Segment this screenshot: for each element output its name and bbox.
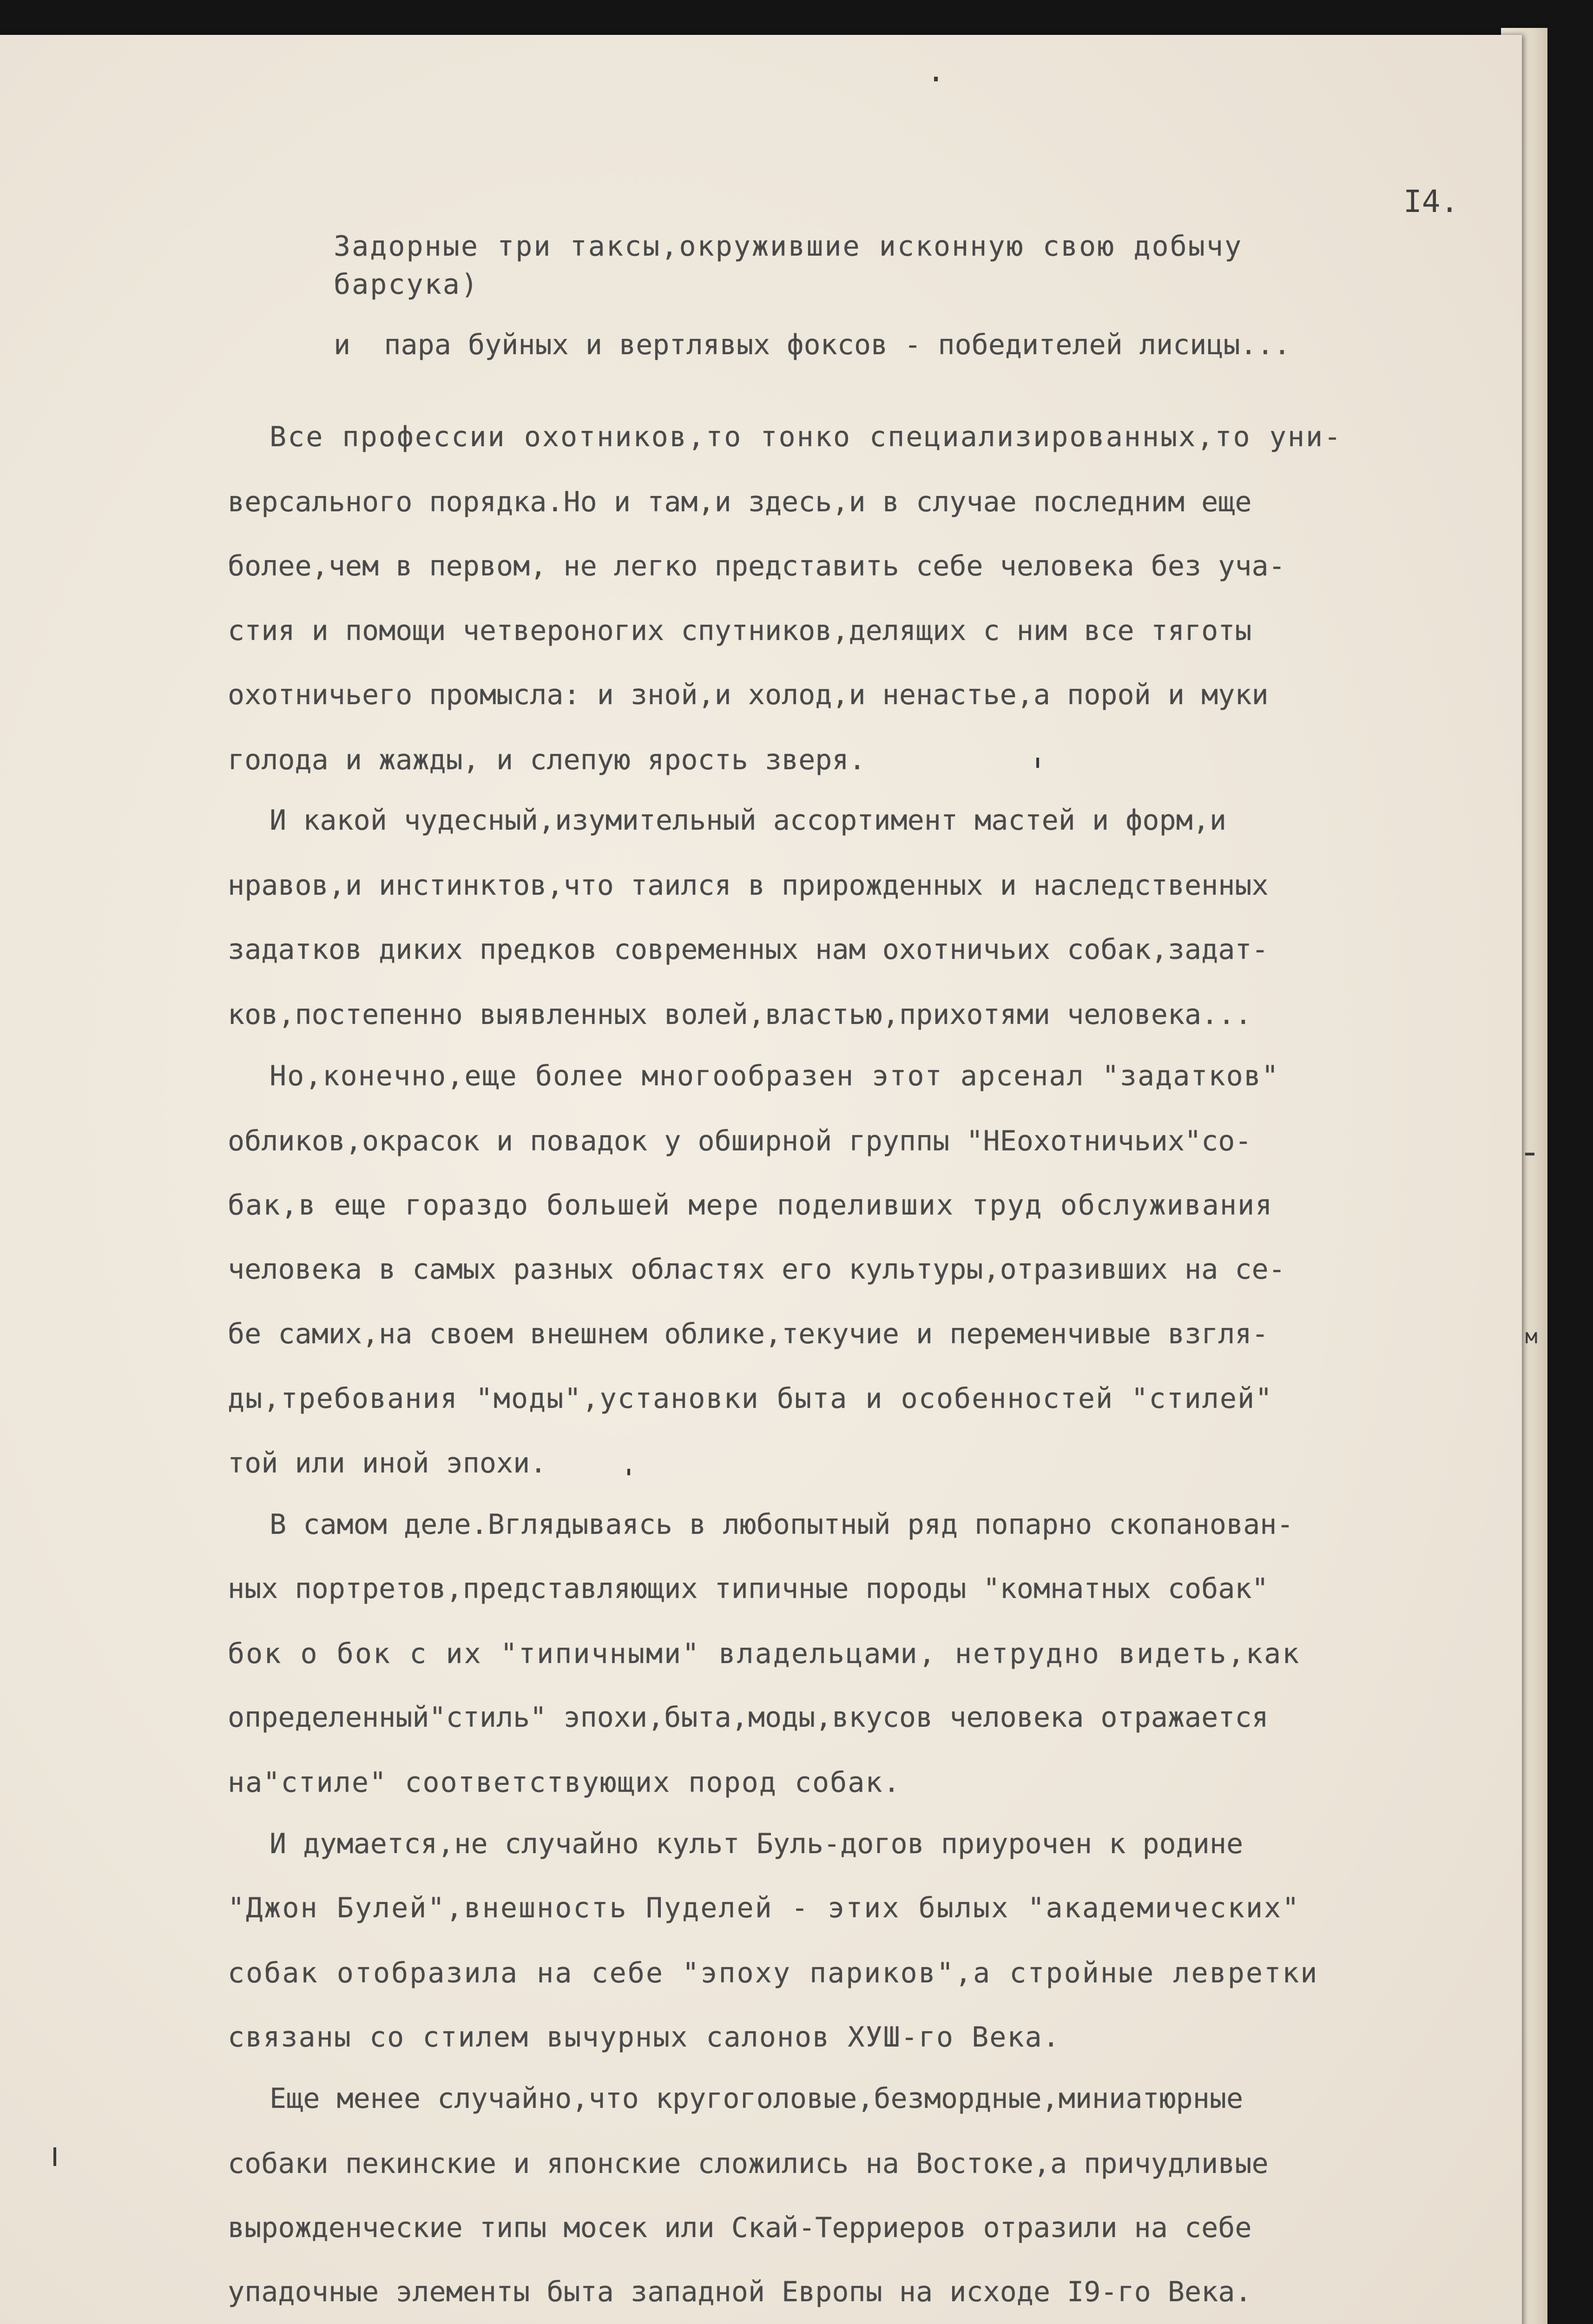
text-line: Все профессии охотников,то тонко специализированных,то уни-	[270, 421, 1343, 453]
text-line: В самом деле.Вглядываясь в любопытный ряд попарно скопанован-	[270, 1508, 1294, 1541]
text-line: более,чем в первом, не легко представить себе человека без уча-	[228, 550, 1285, 582]
text-line: определенный"стиль" эпохи,быта,моды,вкусов человека отражается	[228, 1701, 1269, 1734]
text-line: обликов,окрасок и повадок у обширной группы "НЕохотничьих"со-	[228, 1125, 1252, 1157]
text-line: вырожденческие типы мосек или Скай-Терриеров отразили на себе	[228, 2212, 1252, 2244]
text-line: И какой чудесный,изумительный ассортимент мастей и форм,и	[270, 804, 1227, 837]
page-number: I4.	[1403, 184, 1459, 219]
text-line: охотничьего промысла: и зной,и холод,и ненастье,а порой и муки	[228, 679, 1269, 711]
text-line: упадочные элементы быта западной Европы на исходе I9-го Века.	[228, 2276, 1252, 2308]
text-line: Еще менее случайно,что кругоголовые,безмордные,миниатюрные	[270, 2082, 1244, 2115]
text-line: И думается,не случайно культ Буль-догов приурочен к родине	[270, 1828, 1244, 1860]
text-line: "Джон Булей",внешность Пуделей - этих былых "академических"	[228, 1892, 1301, 1924]
text-line: бок о бок с их "типичными" владельцами, нетрудно видеть,как	[228, 1637, 1301, 1670]
text-line: на"стиле" соответствующих пород собак.	[228, 1766, 901, 1799]
text-line: ды,требования "моды",установки быта и особенностей "стилей"	[228, 1382, 1273, 1415]
text-line: Задорные три таксы,окружившие исконную свою добычу	[334, 230, 1243, 263]
text-line: задатков диких предков современных нам охотничьих собак,задат-	[228, 933, 1269, 966]
edge-tick	[1525, 1153, 1534, 1155]
text-line: ных портретов,представляющих типичные породы "комнатных собак"	[228, 1572, 1269, 1605]
text-line: голода и жажды, и слепую ярость зверя.	[228, 744, 866, 776]
scan-speck	[627, 1469, 630, 1475]
text-line: версального порядка.Но и там,и здесь,и в случае последним еще	[228, 486, 1252, 518]
edge-margin-mark: м	[1525, 1325, 1538, 1348]
typewritten-page	[0, 35, 1522, 2324]
text-line: человека в самых разных областях его культуры,отразивших на се-	[228, 1253, 1285, 1286]
text-line: собаки пекинские и японские сложились на Востоке,а причудливые	[228, 2147, 1269, 2180]
scan-speck	[934, 77, 938, 81]
text-line: и пара буйных и вертлявых фоксов - победителей лисицы...	[334, 329, 1291, 361]
text-line: связаны со стилем вычурных салонов ХУШ-го Века.	[228, 2021, 1060, 2053]
text-line: барсука)	[334, 268, 479, 301]
scan-speck	[53, 2147, 56, 2166]
text-line: собак отобразила на себе "эпоху париков",а стройные левретки	[228, 1957, 1319, 1989]
text-line: бак,в еще гораздо большей мере поделивших труд обслуживания	[228, 1189, 1273, 1221]
text-line: Но,конечно,еще более многообразен этот арсенал "задатков"	[270, 1060, 1280, 1092]
text-line: бе самих,на своем внешнем облике,текучие и переменчивые взгля-	[228, 1318, 1269, 1350]
text-line: стия и помощи четвероногих спутников,делящих с ним все тяготы	[228, 614, 1252, 647]
scan-speck	[1036, 758, 1039, 768]
text-line: той или иной эпохи.	[228, 1447, 547, 1479]
text-line: нравов,и инстинктов,что таился в прирожденных и наследственных	[228, 869, 1269, 902]
text-line: ков,постепенно выявленных волей,властью,прихотями человека...	[228, 998, 1252, 1031]
